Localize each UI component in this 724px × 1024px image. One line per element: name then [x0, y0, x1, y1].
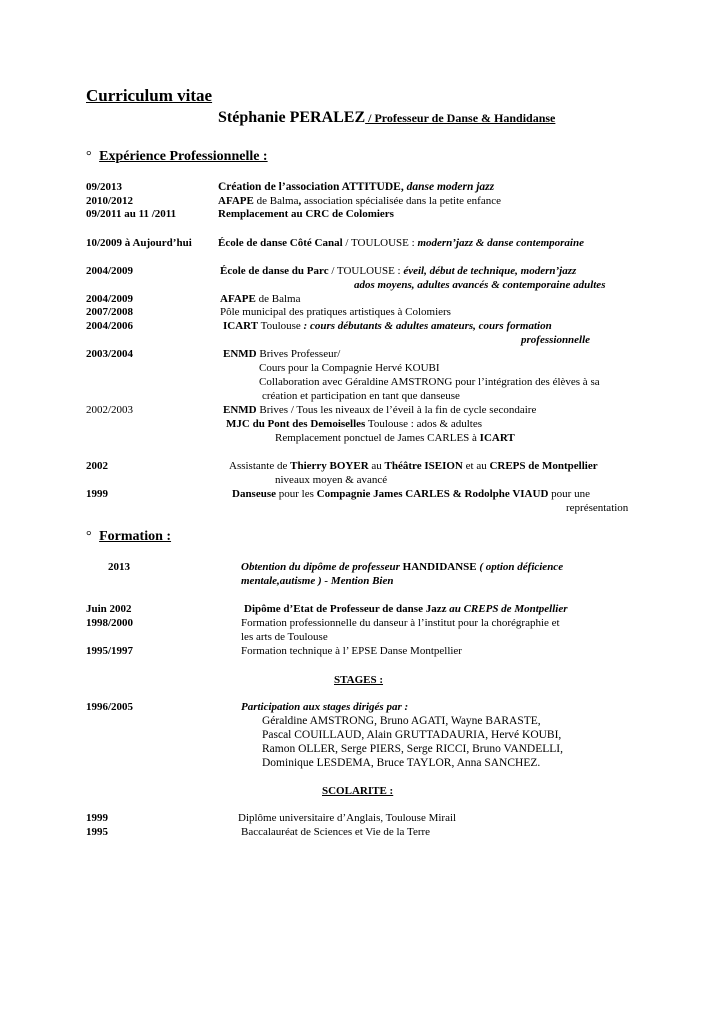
exp-text-part: Théâtre ISEION: [384, 460, 463, 472]
exp-date: 2010/2012: [86, 195, 134, 207]
formation-text: Formation professionnelle du danseur à l’institut pour la chorégraphie et: [241, 617, 560, 629]
heading-bullet: °: [86, 149, 92, 164]
exp-date: 1999: [86, 488, 108, 500]
exp-text: Remplacement au CRC de Colomiers: [218, 208, 394, 220]
formation-heading: [86, 528, 171, 546]
exp-text-part: de Balma: [253, 195, 299, 207]
exp-text: [232, 488, 590, 501]
exp-text-part: École de danse du Parc: [220, 265, 329, 277]
exp-text-part: Toulouse: [258, 320, 304, 332]
heading-bullet: °: [86, 529, 92, 544]
scolarite-text: Baccalauréat de Sciences et Vie de la Terre: [241, 826, 431, 838]
exp-text-part: pour une: [548, 488, 590, 500]
stages-heading: STAGES :: [334, 674, 384, 686]
formation-text-part: HANDIDANSE: [402, 561, 477, 573]
exp-date: 2007/2008: [86, 306, 134, 318]
exp-text: [218, 195, 501, 208]
exp-text-part: École de danse Côté Canal: [218, 237, 343, 249]
exp-text-part: pour les: [276, 488, 317, 500]
exp-text: [218, 237, 584, 250]
formation-text-cont: les arts de Toulouse: [241, 631, 328, 643]
exp-text-cont: professionnelle: [521, 334, 591, 346]
exp-text-cont: création et participation en tant que danseuse: [262, 390, 460, 402]
exp-date: 2004/2009: [86, 265, 134, 277]
exp-text-part: Remplacement ponctuel de James CARLES à: [275, 432, 480, 444]
exp-text: [220, 265, 576, 278]
exp-text: [220, 293, 300, 306]
formation-text-part: Obtention du dipôme de professeur: [241, 561, 403, 573]
formation-text-part: Dipôme d’Etat de Professeur de danse Jazz: [244, 603, 450, 615]
exp-text-part: ICART: [479, 432, 515, 444]
exp-text: [229, 460, 598, 473]
formation-text: [241, 561, 563, 574]
exp-text-part: danse modern jazz: [406, 181, 495, 193]
exp-text: [223, 320, 552, 333]
exp-text-part: : cours débutants & adultes amateurs, cours formation: [303, 320, 552, 332]
exp-text-part: éveil, début de technique, modern’jazz: [403, 265, 577, 277]
exp-text: [218, 180, 494, 194]
scolarite-date: 1995: [86, 826, 108, 838]
exp-text-part: Toulouse : ados & adultes: [365, 418, 482, 430]
exp-text-part: de Balma: [255, 293, 301, 305]
exp-text-part: ENMD: [223, 404, 257, 416]
exp-text-part: ENMD: [223, 348, 257, 360]
person-role: / Professeur de Danse & Handidanse: [365, 111, 556, 125]
exp-text-cont: ados moyens, adultes avancés & contemporaine adultes: [354, 279, 606, 291]
exp-date: 2003/2004: [86, 348, 134, 360]
person-name: Stéphanie PERALEZ: [218, 109, 366, 126]
exp-date: 2002: [86, 460, 108, 472]
exp-text-part: Compagnie James CARLES & Rodolphe VIAUD: [316, 488, 549, 500]
exp-text-cont: niveaux moyen & avancé: [275, 474, 388, 486]
exp-text-part: / TOULOUSE :: [328, 265, 404, 277]
exp-text-part: Création de l’association ATTITUDE,: [218, 181, 407, 193]
exp-text-part: Thierry BOYER: [290, 460, 369, 472]
formation-date: 2013: [108, 561, 130, 573]
exp-text-part: Brives / Tous les niveaux de l’éveil à la fin de cycle secondaire: [256, 404, 537, 416]
scolarite-heading: SCOLARITE :: [322, 785, 394, 797]
formation-text-part: ( option déficience: [476, 561, 564, 573]
experience-heading: [86, 148, 268, 166]
exp-date: 2002/2003: [86, 404, 134, 416]
stages-date: 1996/2005: [86, 701, 134, 713]
stages-intro: Participation aux stages dirigés par :: [241, 701, 409, 713]
exp-date: 2004/2009: [86, 293, 134, 305]
scolarite-text: Diplôme universitaire d’Anglais, Toulouse Mirail: [238, 812, 457, 824]
exp-text-cont: Collaboration avec Géraldine AMSTRONG pour l’intégration des élèves à sa: [259, 376, 600, 388]
formation-text-part: au CREPS de Montpellier: [449, 603, 568, 615]
exp-text-part: AFAPE: [220, 293, 256, 305]
exp-text-part: CREPS de Montpellier: [489, 460, 598, 472]
exp-text: [223, 348, 340, 361]
exp-text-cont: représentation: [566, 502, 629, 514]
exp-text-cont: [275, 432, 515, 445]
stages-line: Pascal COUILLAUD, Alain GRUTTADAURIA, Hervé KOUBI,: [262, 729, 562, 741]
exp-text-part: et au: [462, 460, 490, 472]
exp-text-part: Danseuse: [232, 488, 277, 500]
exp-text-part: AFAPE: [218, 195, 254, 207]
exp-text-cont: Cours pour la Compagnie Hervé KOUBI: [259, 362, 440, 374]
exp-text-cont: [226, 418, 482, 431]
exp-text: [223, 404, 536, 417]
scolarite-date: 1999: [86, 812, 108, 824]
exp-text-part: ICART: [223, 320, 259, 332]
exp-text-part: au: [368, 460, 385, 472]
stages-line: Dominique LESDEMA, Bruce TAYLOR, Anna SANCHEZ.: [262, 757, 541, 769]
formation-date: 1995/1997: [86, 645, 134, 657]
formation-heading-text: Formation :: [99, 529, 172, 544]
exp-text-part: ,: [298, 195, 304, 207]
exp-text: Pôle municipal des pratiques artistiques à Colomiers: [220, 306, 451, 318]
name-line: [218, 109, 555, 127]
stages-line: Ramon OLLER, Serge PIERS, Serge RICCI, Bruno VANDELLI,: [262, 743, 564, 755]
exp-text-part: / TOULOUSE :: [342, 237, 418, 249]
exp-date: 2004/2006: [86, 320, 134, 332]
exp-text-part: association spécialisée dans la petite enfance: [303, 195, 501, 207]
exp-text-part: MJC du Pont des Demoiselles: [226, 418, 366, 430]
exp-text-part: modern’jazz & danse contemporaine: [417, 237, 584, 249]
formation-date: Juin 2002: [86, 603, 132, 615]
formation-text: Formation technique à l’ EPSE Danse Montpellier: [241, 645, 462, 657]
experience-heading-text: Expérience Professionnelle :: [99, 149, 268, 164]
formation-text-cont: mentale,autisme ) - Mention Bien: [241, 575, 394, 587]
exp-date: 09/2013: [86, 181, 123, 193]
exp-text-part: Assistante de: [229, 460, 291, 472]
formation-date: 1998/2000: [86, 617, 134, 629]
formation-text: [244, 603, 568, 616]
stages-line: Géraldine AMSTRONG, Bruno AGATI, Wayne BARASTE,: [262, 715, 541, 727]
exp-date: 09/2011 au 11 /2011: [86, 208, 177, 220]
exp-date: 10/2009 à Aujourd’hui: [86, 237, 192, 249]
cv-title: Curriculum vitae: [86, 86, 213, 105]
exp-text-part: Brives Professeur/: [256, 348, 341, 360]
